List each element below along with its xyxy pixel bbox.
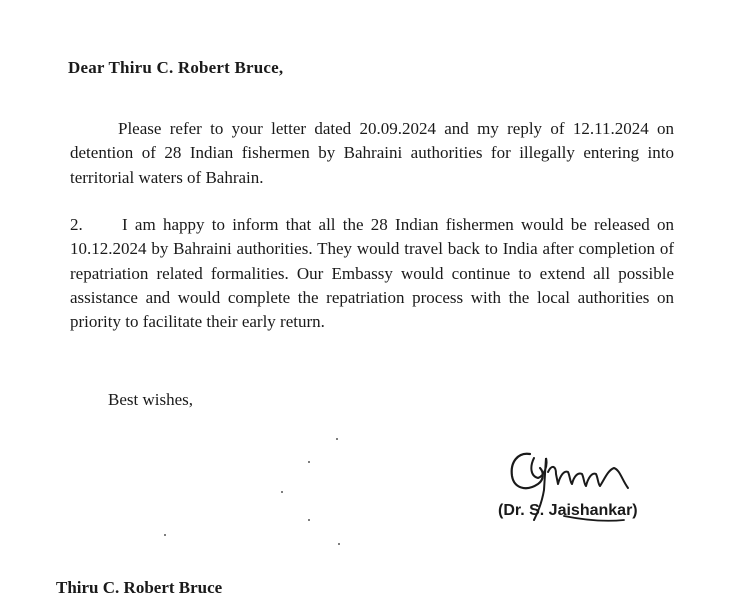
signatory-name: (Dr. S. Jaishankar) — [498, 502, 638, 519]
signature-block — [498, 446, 698, 536]
footer-addressee: Thiru C. Robert Bruce — [56, 578, 223, 597]
scan-speck — [338, 543, 340, 545]
scan-speck — [164, 534, 166, 536]
scan-speck — [336, 438, 338, 440]
scan-speck — [281, 491, 283, 493]
paragraph-1: Please refer to your letter dated 20.09.2024 and my reply of 12.11.2024 on detention of 28 Indian fishermen by Bahraini authorities for illegally entering into territorial waters of Bahrain. — [70, 119, 674, 187]
paragraph-2-text: I am happy to inform that all the 28 Indian fishermen would be released on 10.12.2024 by Bahraini authorities. They would travel back to India after completion of repatriation related formalities. Our Embassy would continue to extend all possible assistance and would complete the repatriation process with the local authorities on priority to facilitate their early return. — [70, 215, 674, 332]
scan-speck — [308, 519, 310, 521]
salutation: Dear Thiru C. Robert Bruce, — [68, 58, 284, 77]
closing: Best wishes, — [108, 390, 193, 409]
paragraph-2 — [70, 213, 674, 334]
signature-icon — [504, 446, 640, 534]
paragraph-2-number: 2. — [70, 215, 83, 234]
scan-speck — [308, 461, 310, 463]
